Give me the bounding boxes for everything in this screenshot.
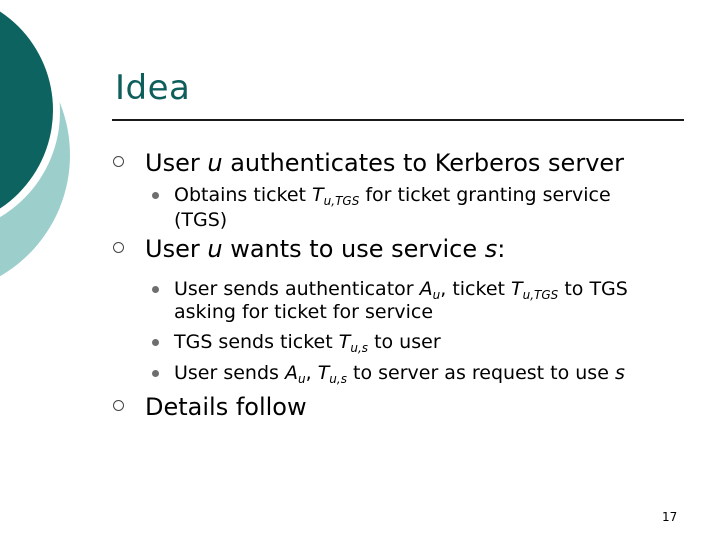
hollow-circle-bullet-icon (113, 156, 124, 167)
hollow-circle-bullet-icon (113, 242, 124, 253)
bullet-2-sub-3-text: User sends $A_u$, $T_{u,s}$ to server as request to use s (174, 362, 625, 386)
dot-bullet-icon (152, 286, 159, 293)
bullet-1-text: User u authenticates to Kerberos server (145, 149, 625, 177)
bullet-2-sub-1-text: User sends authenticator $A_u$, ticket $T_{u,TGS}$ to TGS (174, 278, 628, 302)
bullet-2-sub-2-text: TGS sends ticket $T_{u,s}$ to user (174, 331, 441, 355)
slide-title: Idea (115, 68, 191, 108)
page-number: 17 (662, 510, 678, 524)
dot-bullet-icon (152, 370, 159, 377)
bullet-2-sub-1-line-2: asking for ticket for service (174, 301, 434, 323)
bullet-3-text: Details follow (145, 393, 307, 421)
bullet-1-sub-1-text: Obtains ticket $T_{u,TGS}$ for ticket granting service (174, 184, 611, 208)
bullet-2-text: User u wants to use service s: (145, 235, 506, 263)
dot-bullet-icon (152, 192, 159, 199)
bullet-1-sub-1-line-2: (TGS) (174, 209, 228, 231)
hollow-circle-bullet-icon (113, 400, 124, 411)
dot-bullet-icon (152, 339, 159, 346)
